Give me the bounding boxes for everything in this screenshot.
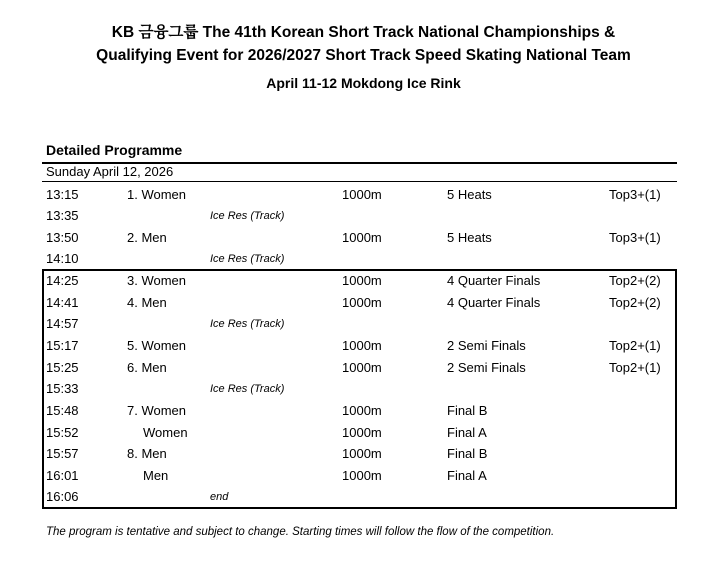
table-row — [0, 272, 727, 290]
table-row — [0, 467, 727, 485]
time-cell: 16:01 — [46, 468, 79, 483]
date-rule — [42, 181, 677, 182]
table-row — [0, 424, 727, 442]
distance-cell: 1000m — [342, 295, 382, 310]
table-row — [0, 380, 727, 398]
distance-cell: 1000m — [342, 468, 382, 483]
qualification-cell: Top3+(1) — [609, 230, 661, 245]
table-row — [0, 359, 727, 377]
table-row — [0, 402, 727, 420]
time-cell: 15:48 — [46, 403, 79, 418]
phase-cell: 2 Semi Finals — [447, 360, 526, 375]
qualification-cell: Top2+(1) — [609, 338, 661, 353]
event-cell: Women — [143, 425, 188, 440]
time-cell: 15:33 — [46, 381, 79, 396]
time-cell: 15:57 — [46, 446, 79, 461]
time-cell: 16:06 — [46, 489, 79, 504]
event-cell: 1. Women — [127, 187, 187, 202]
title-line-1: KB 금융그룹 The 41th Korean Short Track National Championships & — [111, 24, 616, 41]
table-row — [0, 250, 727, 268]
event-cell: 4. Men — [127, 295, 167, 310]
phase-cell: 4 Quarter Finals — [447, 273, 541, 288]
event-cell: Men — [143, 468, 169, 483]
distance-cell: 1000m — [342, 425, 382, 440]
event-cell: 6. Men — [127, 360, 167, 375]
time-cell: 13:15 — [46, 187, 79, 202]
phase-cell: Final B — [447, 403, 488, 418]
event-cell: 5. Women — [127, 338, 187, 353]
programme-title: Detailed Programme — [46, 142, 183, 158]
event-cell: 7. Women — [127, 403, 187, 418]
time-cell: 14:10 — [46, 251, 79, 266]
footnote: The program is tentative and subject to change. Starting times will follow the flow of the competition. — [46, 526, 555, 538]
event-cell: 3. Women — [127, 273, 187, 288]
note-cell: Ice Res (Track) — [210, 210, 285, 222]
table-row — [0, 294, 727, 312]
table-row — [0, 488, 727, 506]
time-cell: 13:50 — [46, 230, 79, 245]
distance-cell: 1000m — [342, 187, 382, 202]
event-cell: 8. Men — [127, 446, 167, 461]
note-cell: end — [210, 491, 229, 503]
note-cell: Ice Res (Track) — [210, 253, 285, 265]
note-cell: Ice Res (Track) — [210, 383, 285, 395]
table-row — [0, 445, 727, 463]
note-cell: Ice Res (Track) — [210, 318, 285, 330]
table-row — [0, 207, 727, 225]
time-cell: 15:25 — [46, 360, 79, 375]
phase-cell: Final A — [447, 468, 487, 483]
phase-cell: Final B — [447, 446, 488, 461]
table-row — [0, 186, 727, 204]
distance-cell: 1000m — [342, 360, 382, 375]
time-cell: 15:52 — [46, 425, 79, 440]
qualification-cell: Top3+(1) — [609, 187, 661, 202]
phase-cell: 5 Heats — [447, 230, 492, 245]
title-line-2: Qualifying Event for 2026/2027 Short Track Speed Skating National Team — [96, 47, 631, 64]
table-row — [0, 315, 727, 333]
event-cell: 2. Men — [127, 230, 167, 245]
distance-cell: 1000m — [342, 273, 382, 288]
time-cell: 14:25 — [46, 273, 79, 288]
phase-cell: 2 Semi Finals — [447, 338, 526, 353]
time-cell: 14:41 — [46, 295, 79, 310]
table-row — [0, 229, 727, 247]
phase-cell: 4 Quarter Finals — [447, 295, 541, 310]
programme-date: Sunday April 12, 2026 — [46, 164, 174, 179]
time-cell: 14:57 — [46, 316, 79, 331]
time-cell: 15:17 — [46, 338, 79, 353]
qualification-cell: Top2+(2) — [609, 295, 661, 310]
time-cell: 13:35 — [46, 208, 79, 223]
phase-cell: 5 Heats — [447, 187, 492, 202]
distance-cell: 1000m — [342, 403, 382, 418]
qualification-cell: Top2+(1) — [609, 360, 661, 375]
distance-cell: 1000m — [342, 446, 382, 461]
qualification-cell: Top2+(2) — [609, 273, 661, 288]
distance-cell: 1000m — [342, 338, 382, 353]
phase-cell: Final A — [447, 425, 487, 440]
venue-date-line: April 11-12 Mokdong Ice Rink — [266, 75, 461, 91]
distance-cell: 1000m — [342, 230, 382, 245]
table-row — [0, 337, 727, 355]
